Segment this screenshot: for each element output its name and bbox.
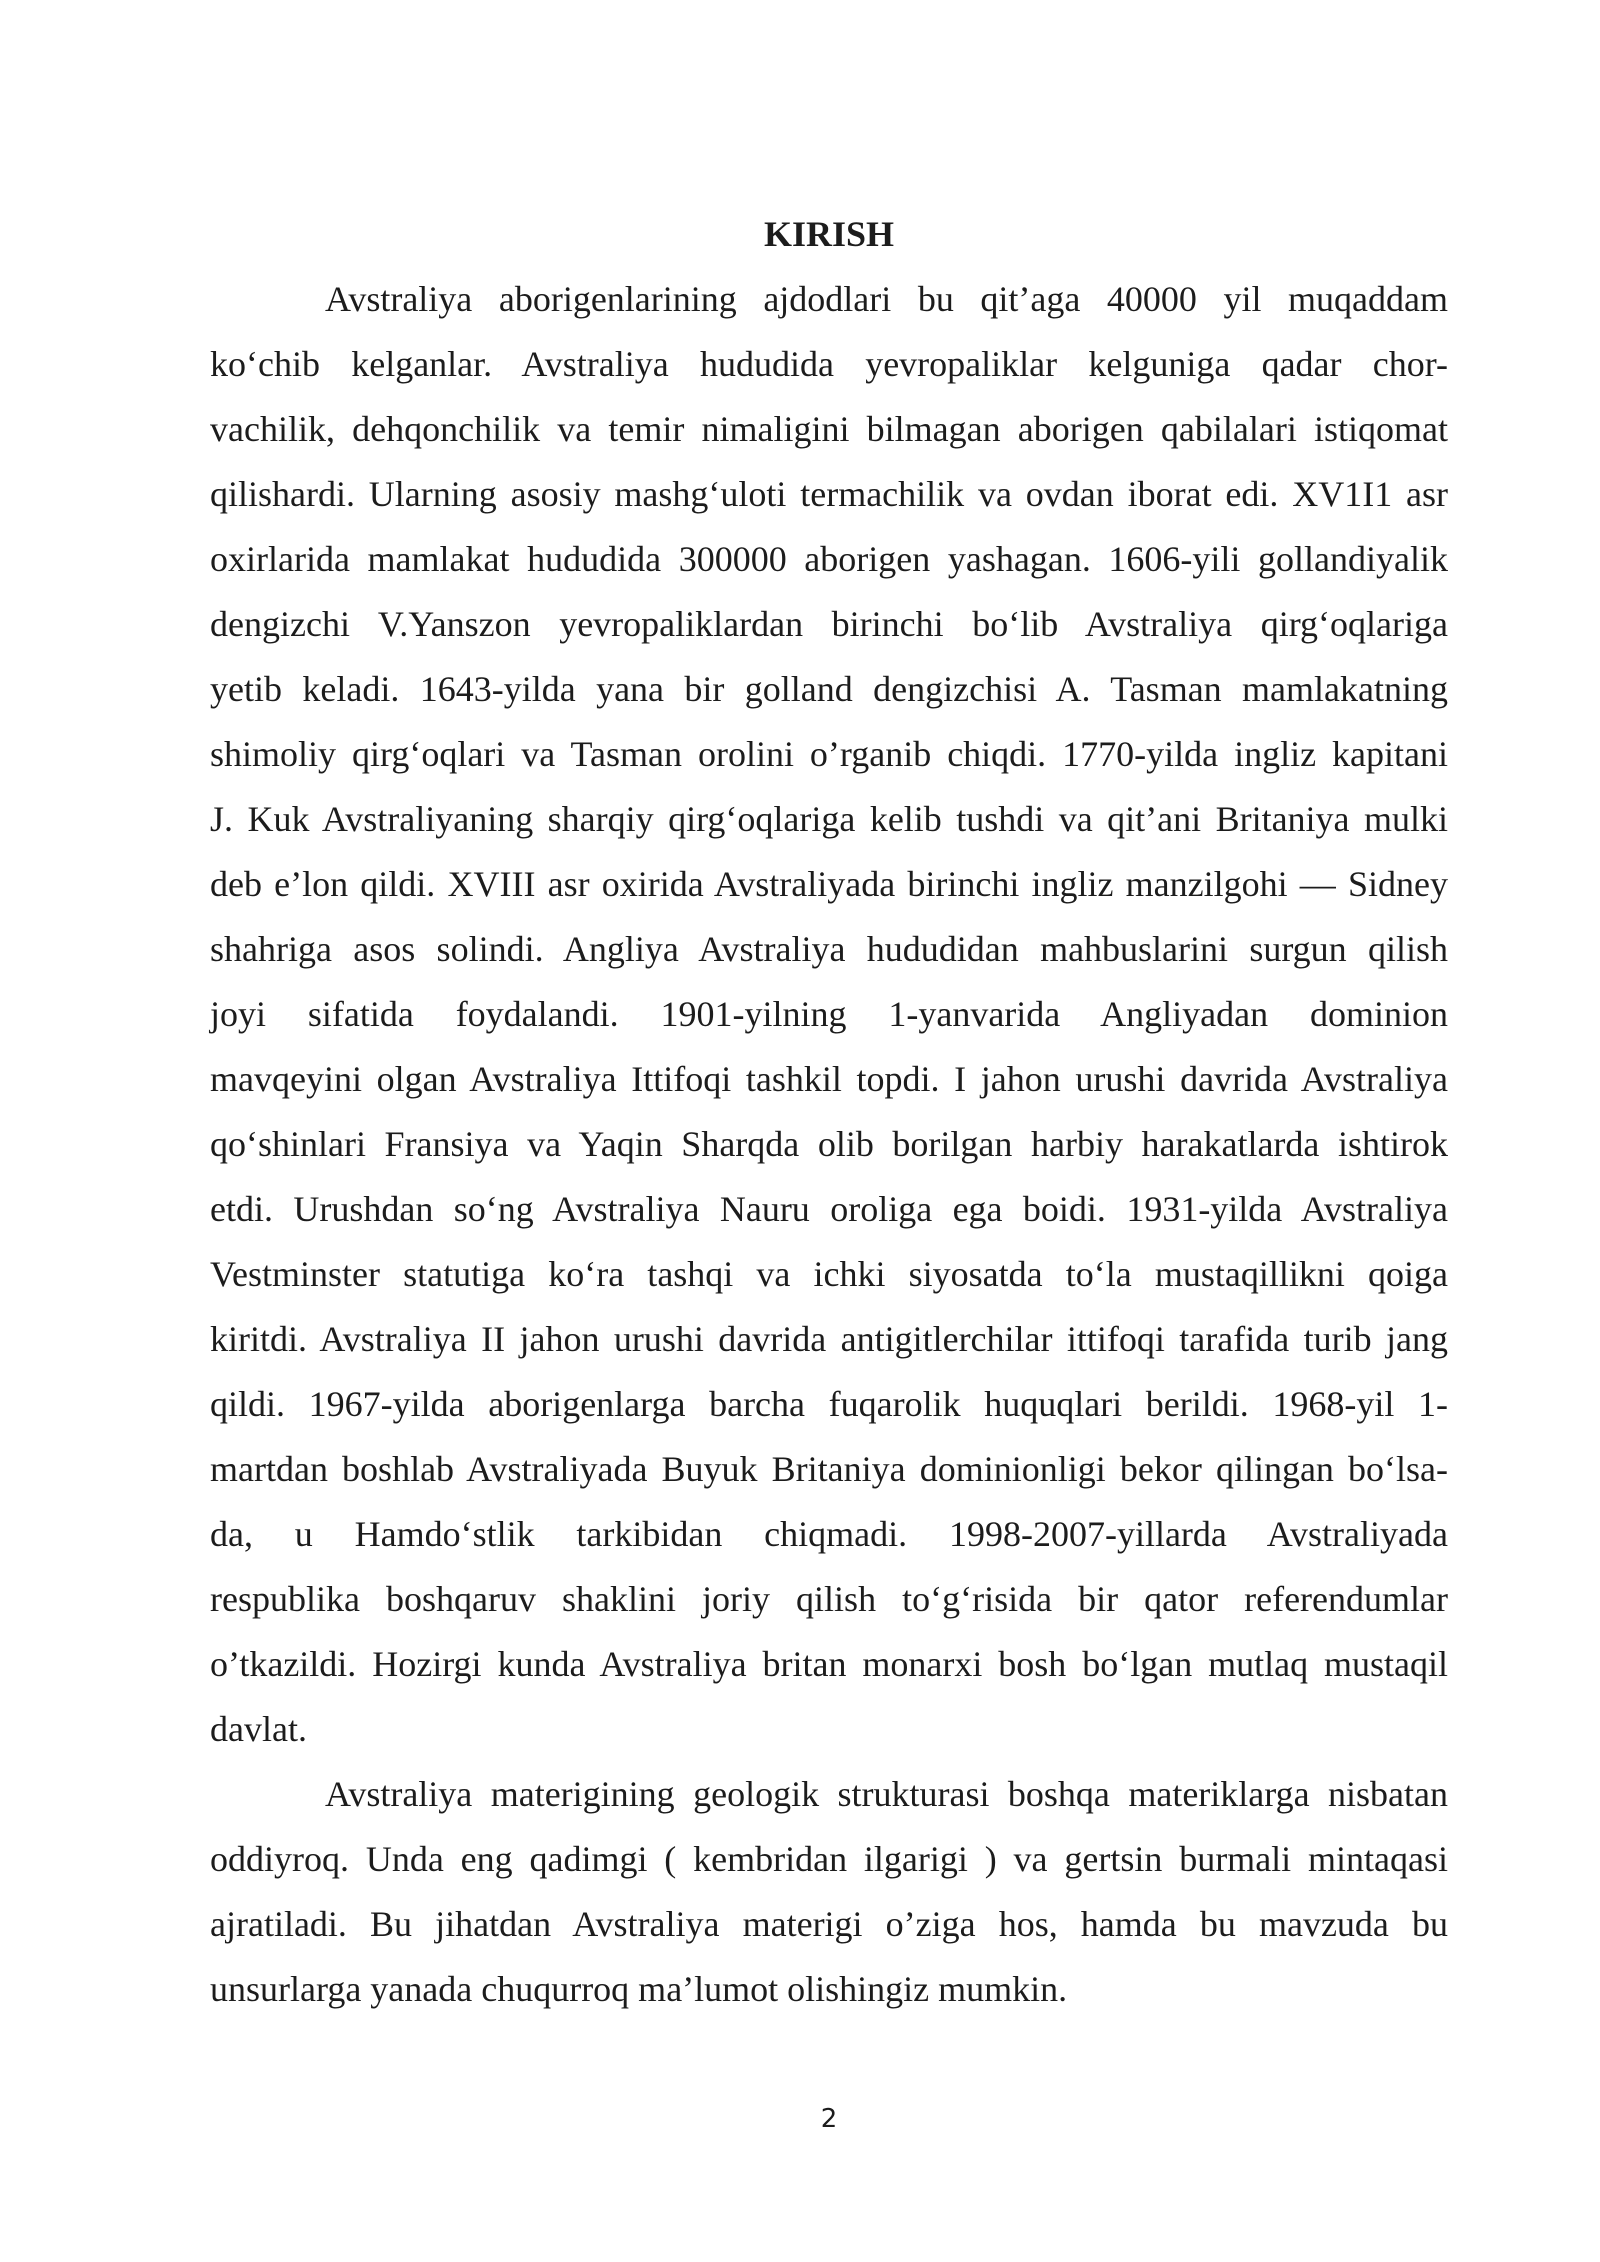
paragraph-line: qo‘shinlari Fransiya va Yaqin Sharqda olib borilgan harbiy harakatlarda ishtirok [210, 1124, 1448, 1164]
paragraph-1 [210, 267, 1448, 1762]
paragraph-line: qilishardi. Ularning asosiy mashg‘uloti termachilik va ovdan iborat edi. XV1I1 asr [210, 474, 1448, 514]
paragraph-line: J. Kuk Avstraliyaning sharqiy qirg‘oqlariga kelib tushdi va qit’ani Britaniya mulki [210, 799, 1448, 839]
paragraph-line: davlat. [210, 1709, 307, 1749]
paragraph-line: Avstraliya materigining geologik strukturasi boshqa materiklarga nisbatan [325, 1774, 1448, 1814]
paragraph-line: respublika boshqaruv shaklini joriy qilish to‘g‘risida bir qator referendumlar [210, 1579, 1448, 1619]
paragraph-2 [210, 1762, 1448, 2022]
paragraph-line: shahriga asos solindi. Angliya Avstraliya hududidan mahbuslarini surgun qilish [210, 929, 1448, 969]
page-title: KIRISH [763, 214, 895, 254]
paragraph-line: dengizchi V.Yanszon yevropaliklardan birinchi bo‘lib Avstraliya qirg‘oqlariga [210, 604, 1448, 644]
paragraph-line: Vestminster statutiga ko‘ra tashqi va ichki siyosatda to‘la mustaqillikni qoiga [210, 1254, 1448, 1294]
paragraph-line: Avstraliya aborigenlarining ajdodlari bu qit’aga 40000 yil muqaddam [325, 279, 1448, 319]
paragraph-line: kiritdi. Avstraliya II jahon urushi davrida antigitlerchilar ittifoqi tarafida turib jang [210, 1319, 1448, 1359]
paragraph-line: vachilik, dehqonchilik va temir nimaligini bilmagan aborigen qabilalari istiqomat [210, 409, 1448, 449]
paragraph-line: martdan boshlab Avstraliyada Buyuk Britaniya dominionligi bekor qilingan bo‘lsa- [210, 1449, 1448, 1489]
paragraph-line: etdi. Urushdan so‘ng Avstraliya Nauru oroliga ega boidi. 1931-yilda Avstraliya [210, 1189, 1448, 1229]
paragraph-line: joyi sifatida foydalandi. 1901-yilning 1-yanvarida Angliyadan dominion [210, 994, 1448, 1034]
paragraph-line: shimoliy qirg‘oqlari va Tasman orolini o’rganib chiqdi. 1770-yilda ingliz kapitani [210, 734, 1448, 774]
paragraph-line: oxirlarida mamlakat hududida 300000 aborigen yashagan. 1606-yili gollandiyalik [210, 539, 1448, 579]
paragraph-line: deb e’lon qildi. XVIII asr oxirida Avstraliyada birinchi ingliz manzilgohi — Sidney [210, 864, 1448, 904]
paragraph-line: da, u Hamdo‘stlik tarkibidan chiqmadi. 1998-2007-yillarda Avstraliyada [210, 1514, 1448, 1554]
page-number: 2 [820, 2104, 838, 2134]
paragraph-line: unsurlarga yanada chuqurroq ma’lumot olishingiz mumkin. [210, 1969, 1068, 2009]
paragraph-line: mavqeyini olgan Avstraliya Ittifoqi tashkil topdi. I jahon urushi davrida Avstraliya [210, 1059, 1448, 1099]
paragraph-line: oddiyroq. Unda eng qadimgi ( kembridan ilgarigi ) va gertsin burmali mintaqasi [210, 1839, 1448, 1879]
paragraph-line: o’tkazildi. Hozirgi kunda Avstraliya britan monarxi bosh bo‘lgan mutlaq mustaqil [210, 1644, 1448, 1684]
page-content [210, 202, 1448, 2022]
paragraph-line: ajratiladi. Bu jihatdan Avstraliya materigi o’ziga hos, hamda bu mavzuda bu [210, 1904, 1448, 1944]
paragraph-line: qildi. 1967-yilda aborigenlarga barcha fuqarolik huquqlari berildi. 1968-yil 1- [210, 1384, 1448, 1424]
paragraph-line: yetib keladi. 1643-yilda yana bir golland dengizchisi A. Tasman mamlakatning [210, 669, 1448, 709]
paragraph-line: ko‘chib kelganlar. Avstraliya hududida yevropaliklar kelguniga qadar chor- [210, 344, 1448, 384]
